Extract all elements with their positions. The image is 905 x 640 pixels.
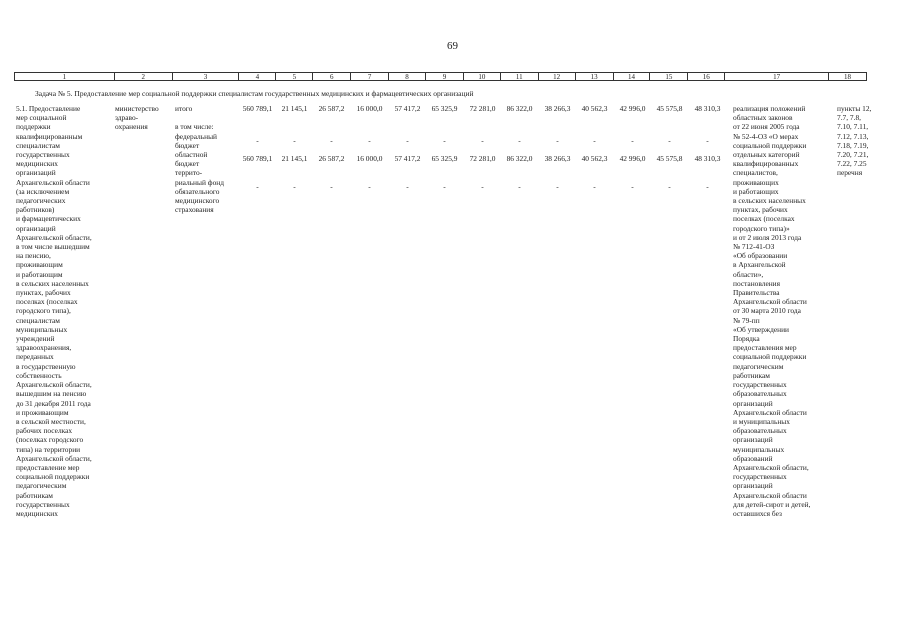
source-vtomchisle: в том числе: (175, 122, 214, 132)
source-itogo: итого (175, 104, 193, 113)
legal-basis-line: организаций (733, 398, 773, 408)
legal-basis-line: отдельных категорий (733, 150, 800, 160)
legal-basis-line: государственных (733, 380, 787, 390)
measure-description-line: Архангельской области, (16, 453, 92, 463)
legal-basis-line: области», (733, 269, 764, 279)
header-col-4: 4 (239, 73, 276, 80)
value-cell: - (293, 136, 296, 145)
legal-basis-line: Архангельской области (733, 490, 807, 500)
value-cell: 42 996,0 (619, 104, 646, 113)
value-cell: 16 000,0 (356, 154, 383, 163)
legal-basis-line: в Архангельской (733, 260, 786, 270)
legal-basis-line: и работающих (733, 186, 779, 196)
executor-line: министерство (115, 104, 159, 113)
value-cell: 57 417,2 (394, 104, 421, 113)
value-cell: - (330, 182, 333, 191)
measure-description-line: (поселках городского (16, 435, 84, 445)
value-cell: - (256, 136, 259, 145)
measure-description-line: мер социальной (16, 113, 67, 123)
measure-description-line: в государственную (16, 361, 76, 371)
legal-basis-line: в сельских населенных (733, 196, 806, 206)
legal-basis-line: квалифицированных (733, 159, 799, 169)
measure-description-line: Архангельской области (16, 177, 90, 187)
measure-description-line: и фармацевтических (16, 214, 81, 224)
header-col-10: 10 (464, 73, 501, 80)
measure-description-line: организаций (16, 168, 56, 178)
legal-basis-line: Порядка (733, 334, 760, 344)
value-cell: - (443, 182, 446, 191)
legal-basis-line: постановления (733, 278, 781, 288)
source-fond-5: страхования (175, 205, 214, 215)
measure-description-line: пунктах, рабочих (16, 288, 71, 298)
legal-basis-line: пунктах, рабочих (733, 205, 788, 215)
measure-description-line: муниципальных (16, 324, 68, 334)
legal-basis-line: городского типа)» (733, 223, 790, 233)
measure-description-line: медицинских (16, 159, 58, 169)
measure-description-line: здравоохранения, (16, 343, 72, 353)
source-fond-4: медицинского (175, 196, 220, 206)
value-cell: 65 325,9 (431, 104, 458, 113)
measure-description-line: Архангельской области, (16, 380, 92, 390)
page-number: 69 (447, 40, 458, 52)
header-col-3: 3 (173, 73, 240, 80)
header-col-2: 2 (115, 73, 173, 80)
measure-description-line: социальной поддержки (16, 472, 90, 482)
measure-description-line: до 31 декабря 2011 года (16, 398, 91, 408)
header-col-17: 17 (725, 73, 829, 80)
header-col-15: 15 (650, 73, 688, 80)
legal-basis-line: № 712-41-ОЗ (733, 242, 775, 252)
source-oblast-1: областной (175, 150, 208, 160)
measure-description-line: медицинских (16, 508, 58, 518)
measure-description-line: специалистам (16, 140, 60, 150)
legal-basis-line: «Об образовании (733, 251, 788, 261)
legal-basis-line: образовательных (733, 426, 787, 436)
measure-description-line: предоставление мер (16, 462, 80, 472)
header-col-5: 5 (276, 73, 313, 80)
value-cell: - (668, 136, 671, 145)
value-cell: 72 281,0 (469, 104, 496, 113)
value-cell: - (293, 182, 296, 191)
value-cell: 72 281,0 (469, 154, 496, 163)
executor-line: охранения (115, 122, 148, 132)
reference-line: 7.7, 7.8, (837, 113, 862, 123)
value-cell: 38 266,3 (544, 154, 571, 163)
measure-description-line: в сельских населенных (16, 278, 89, 288)
value-cell: - (368, 182, 371, 191)
measure-description-line: и проживающим (16, 407, 69, 417)
legal-basis-line: поселках (поселках (733, 214, 795, 224)
legal-basis-line: образовательных (733, 389, 787, 399)
value-cell: - (593, 182, 596, 191)
value-cell: - (518, 182, 521, 191)
value-cell: 26 587,2 (318, 154, 345, 163)
legal-basis-line: № 79-пп (733, 315, 760, 325)
value-cell: - (556, 182, 559, 191)
measure-description-line: специалистам (16, 315, 60, 325)
task-title: Задача № 5. Предоставление мер социальной поддержки специалистам государственных медицинских и фармацевтических организаций (35, 89, 474, 98)
value-cell: 560 789,1 (242, 104, 273, 113)
measure-description-line: Архангельской области, (16, 232, 92, 242)
executor-line: здраво- (115, 113, 139, 123)
value-cell: 45 575,8 (656, 104, 683, 113)
value-cell: 45 575,8 (656, 154, 683, 163)
source-fond-3: обязательного (175, 186, 220, 196)
value-cell: 86 322,0 (506, 154, 533, 163)
value-cell: 21 145,1 (281, 104, 308, 113)
value-cell: - (631, 136, 634, 145)
measure-description-line: педагогических (16, 196, 66, 206)
measure-description-line: государственных (16, 150, 70, 160)
measure-description-line: поддержки (16, 122, 51, 132)
value-cell: - (668, 182, 671, 191)
value-cell: - (406, 136, 409, 145)
header-col-14: 14 (614, 73, 651, 80)
value-cell: - (406, 182, 409, 191)
value-cell: 40 562,3 (581, 154, 608, 163)
value-cell: - (443, 136, 446, 145)
legal-basis-line: предоставления мер (733, 343, 797, 353)
measure-description-line: поселках (поселках (16, 297, 78, 307)
reference-line: 7.18, 7.19, (837, 140, 869, 150)
header-col-9: 9 (426, 73, 464, 80)
value-cell: 40 562,3 (581, 104, 608, 113)
legal-basis-line: муниципальных (733, 444, 785, 454)
legal-basis-line: областных законов (733, 113, 793, 123)
legal-basis-line: социальной поддержки (733, 140, 807, 150)
reference-line: 7.12, 7.13, (837, 131, 869, 141)
col-legal-basis (733, 104, 835, 518)
header-col-6: 6 (313, 73, 351, 80)
legal-basis-line: от 30 марта 2010 года (733, 306, 801, 316)
header-col-12: 12 (539, 73, 576, 80)
legal-basis-line: № 52-4-ОЗ «О мерах (733, 131, 799, 141)
measure-description-line: рабочих поселках (16, 426, 73, 436)
legal-basis-line: реализация положений (733, 104, 806, 113)
value-cell: 16 000,0 (356, 104, 383, 113)
measure-description-line: вышедшим на пенсию (16, 389, 87, 399)
measure-description-line: учреждений (16, 334, 55, 344)
measure-description-line: работникам (16, 490, 53, 500)
source-fond-2: риальный фонд (175, 177, 224, 187)
source-federal-2: бюджет (175, 140, 200, 150)
legal-basis-line: государственных (733, 472, 787, 482)
col-reference (837, 104, 873, 178)
header-col-8: 8 (389, 73, 426, 80)
legal-basis-line: Архангельской области (733, 407, 807, 417)
measure-description-line: в том числе вышедшим (16, 242, 90, 252)
value-cell: - (518, 136, 521, 145)
legal-basis-line: Архангельской области, (733, 462, 809, 472)
measure-description-line: квалифицированным (16, 131, 83, 141)
measure-description-line: городского типа), (16, 306, 71, 316)
header-col-1: 1 (15, 73, 115, 80)
measure-description-line: проживающим (16, 260, 63, 270)
legal-basis-line: проживающих (733, 177, 779, 187)
legal-basis-line: социальной поддержки (733, 352, 807, 362)
value-cell: - (481, 136, 484, 145)
measure-description-line: собственность (16, 370, 62, 380)
value-cell: 26 587,2 (318, 104, 345, 113)
value-cell: - (256, 182, 259, 191)
measure-description-line: работников) (16, 205, 55, 215)
legal-basis-line: педагогическим (733, 361, 784, 371)
source-oblast-2: бюджет (175, 159, 200, 169)
value-cell: 38 266,3 (544, 104, 571, 113)
reference-line: 7.22, 7.25 (837, 159, 867, 169)
value-cell: 57 417,2 (394, 154, 421, 163)
value-cell: 560 789,1 (242, 154, 273, 163)
reference-line: 7.10, 7.11, (837, 122, 869, 132)
header-col-7: 7 (351, 73, 389, 80)
measure-description-line: типа) на территории (16, 444, 81, 454)
value-cell: 48 310,3 (694, 104, 721, 113)
value-cell: - (706, 136, 709, 145)
legal-basis-line: Правительства (733, 288, 780, 298)
source-fond-1: террито- (175, 168, 203, 178)
value-cell: - (593, 136, 596, 145)
reference-line: пункты 12, (837, 104, 872, 113)
value-cell: - (481, 182, 484, 191)
legal-basis-line: для детей-сирот и детей, (733, 499, 811, 509)
table-body (14, 104, 872, 580)
measure-description-line: педагогическим (16, 481, 67, 491)
legal-basis-line: образований (733, 453, 773, 463)
value-cell: 42 996,0 (619, 154, 646, 163)
legal-basis-line: работникам (733, 370, 770, 380)
table-header-row (14, 72, 867, 81)
legal-basis-line: организаций (733, 435, 773, 445)
value-cell: 21 145,1 (281, 154, 308, 163)
value-cell: - (368, 136, 371, 145)
legal-basis-line: организаций (733, 481, 773, 491)
value-cell: - (706, 182, 709, 191)
legal-basis-line: специалистов, (733, 168, 778, 178)
measure-description-line: на пенсию, (16, 251, 51, 261)
legal-basis-line: и муниципальных (733, 416, 790, 426)
header-col-11: 11 (501, 73, 539, 80)
legal-basis-line: и от 2 июля 2013 года (733, 232, 802, 242)
measure-description-line: и работающим (16, 269, 63, 279)
measure-description-line: государственных (16, 499, 70, 509)
measure-description-line: (за исключением (16, 186, 70, 196)
measure-description-line: 5.1. Предоставление (16, 104, 81, 113)
source-federal-1: федеральный (175, 131, 217, 141)
reference-line: 7.20, 7.21, (837, 150, 869, 160)
legal-basis-line: от 22 июня 2005 года (733, 122, 800, 132)
header-col-18: 18 (843, 73, 851, 81)
value-cell: - (330, 136, 333, 145)
value-cell: 48 310,3 (694, 154, 721, 163)
col-measure-description (16, 104, 112, 518)
reference-line: перечня (837, 168, 863, 178)
legal-basis-line: оставшихся без (733, 508, 782, 518)
value-cell: - (631, 182, 634, 191)
legal-basis-line: «Об утверждении (733, 324, 789, 334)
value-cell: 65 325,9 (431, 154, 458, 163)
measure-description-line: в сельской местности, (16, 416, 86, 426)
value-cell: 86 322,0 (506, 104, 533, 113)
value-cell: - (556, 136, 559, 145)
legal-basis-line: Архангельской области (733, 297, 807, 307)
header-col-16: 16 (688, 73, 725, 80)
header-col-13: 13 (576, 73, 614, 80)
measure-description-line: переданных (16, 352, 54, 362)
measure-description-line: организаций (16, 223, 56, 233)
